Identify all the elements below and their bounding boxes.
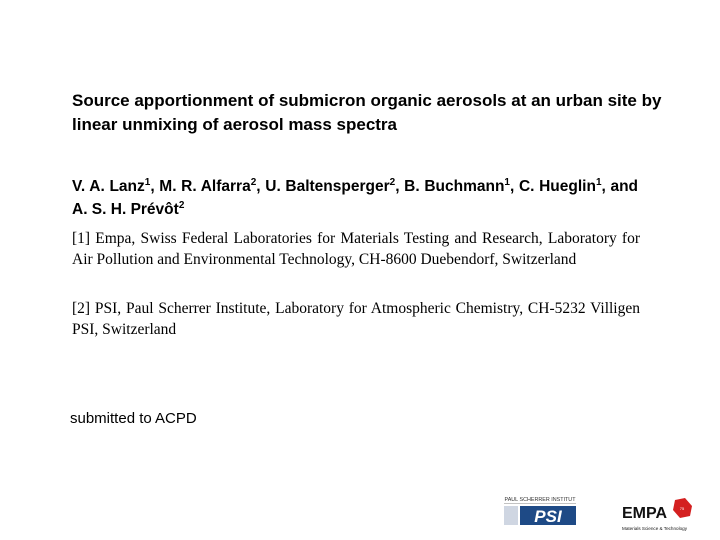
author-affiliation-mark: 2 <box>250 177 257 188</box>
author-name: B. Buchmann <box>404 178 505 195</box>
psi-logo <box>500 495 580 529</box>
author-affiliation-mark: 2 <box>389 177 396 188</box>
author-separator: , <box>395 178 405 195</box>
author-name: M. R. Alfarra <box>159 178 251 195</box>
author-affiliation-mark: 1 <box>504 177 510 188</box>
author-affiliation-mark: 1 <box>144 177 151 188</box>
paper-title: Source apportionment of submicron organic aerosols at an urban site by linear unmixing of aerosol mass spectra <box>72 91 662 134</box>
affiliation-psi: [2] PSI, Paul Scherrer Institute, Laboratory for Atmospheric Chemistry, CH-5232 Villigen PSI, Switzerland <box>72 300 640 338</box>
author-affiliation-mark: 1 <box>595 177 602 188</box>
empa-logo-tagline: Materials Science & Technology <box>622 526 688 531</box>
author-name: U. Baltensperger <box>265 178 390 195</box>
svg-text:75: 75 <box>679 506 685 511</box>
author-name: V. A. Lanz <box>72 178 145 195</box>
submission-note: submitted to ACPD <box>70 410 197 427</box>
author-name: A. S. H. Prévôt <box>72 201 179 218</box>
empa-logo-text: EMPA <box>622 505 668 522</box>
author-separator: , <box>150 178 160 195</box>
psi-logo-text: PSI <box>534 507 562 526</box>
author-separator: , and <box>601 178 639 195</box>
author-separator: , <box>509 178 519 195</box>
author-list <box>72 175 638 221</box>
affiliation-empa: [1] Empa, Swiss Federal Laboratories for Materials Testing and Research, Laboratory for Air Pollution and Environmental Technology, CH-8600 Duebendorf, Switzerland <box>72 230 640 268</box>
empa-logo <box>618 496 698 534</box>
author-affiliation-mark: 2 <box>178 200 185 211</box>
psi-logo-caption: PAUL SCHERRER INSTITUT <box>504 497 576 503</box>
author-separator: , <box>256 178 266 195</box>
author-name: C. Hueglin <box>518 178 596 195</box>
